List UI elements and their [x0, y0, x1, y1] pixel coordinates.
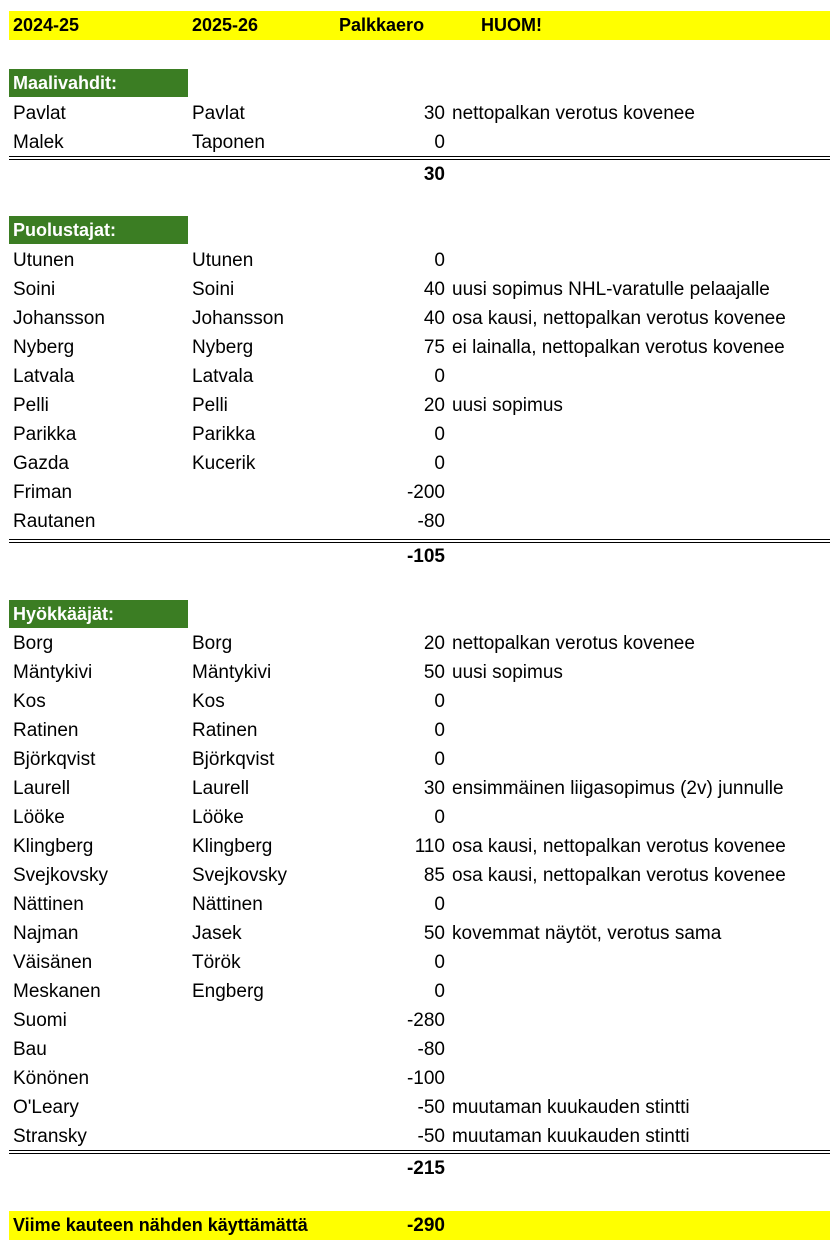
player-2024-25: Rautanen: [13, 511, 96, 532]
player-2024-25: Laurell: [13, 778, 71, 799]
section-title-goalies: [9, 69, 188, 97]
player-2025-26: Laurell: [192, 778, 250, 799]
player-2025-26: Borg: [192, 633, 233, 654]
salary-difference: 0: [434, 366, 445, 387]
table-row: [9, 745, 830, 774]
salary-difference: 20: [423, 395, 445, 416]
salary-difference: 0: [434, 749, 445, 770]
player-2024-25: Meskanen: [13, 981, 101, 1002]
salary-difference: -280: [406, 1010, 445, 1031]
table-row: [9, 629, 830, 658]
player-2025-26: Utunen: [192, 250, 254, 271]
player-2025-26: Pelli: [192, 395, 228, 416]
table-row: [9, 478, 830, 507]
note: ei lainalla, nettopalkan verotus kovenee: [452, 337, 785, 358]
forwards-total-row: [9, 1154, 830, 1183]
defense-total-value: -105: [406, 546, 445, 567]
player-2024-25: Pelli: [13, 395, 49, 416]
player-2024-25: Nyberg: [13, 337, 75, 358]
salary-difference: 0: [434, 952, 445, 973]
header-season-2025-26: 2025-26: [192, 15, 259, 35]
player-2024-25: Soini: [13, 279, 56, 300]
player-2025-26: Nyberg: [192, 337, 254, 358]
table-row: [9, 919, 830, 948]
note: osa kausi, nettopalkan verotus kovenee: [452, 836, 786, 857]
table-row: [9, 1093, 830, 1122]
note: uusi sopimus NHL-varatulle pelaajalle: [452, 279, 770, 300]
salary-difference: 0: [434, 424, 445, 445]
section-title-label: Puolustajat:: [13, 220, 117, 240]
header-row: [9, 11, 830, 40]
table-row: [9, 99, 830, 128]
player-2024-25: Bau: [13, 1039, 47, 1060]
player-2025-26: Jasek: [192, 923, 242, 944]
salary-difference: 0: [434, 981, 445, 1002]
player-2024-25: Stransky: [13, 1126, 87, 1147]
player-2024-25: Friman: [13, 482, 73, 503]
player-2024-25: Malek: [13, 132, 64, 153]
salary-difference: 30: [423, 103, 445, 124]
player-2025-26: Soini: [192, 279, 235, 300]
salary-difference: 50: [423, 662, 445, 683]
forwards-total-value: -215: [406, 1158, 445, 1179]
player-2024-25: Latvala: [13, 366, 75, 387]
salary-difference: 0: [434, 132, 445, 153]
player-2025-26: Latvala: [192, 366, 254, 387]
table-row: [9, 507, 830, 536]
note: osa kausi, nettopalkan verotus kovenee: [452, 865, 786, 886]
player-2024-25: Mäntykivi: [13, 662, 93, 683]
section-title-label: Maalivahdit:: [13, 73, 118, 93]
table-row: [9, 420, 830, 449]
summary-label: Viime kauteen nähden käyttämättä: [13, 1215, 308, 1235]
salary-difference: -80: [417, 511, 445, 532]
section-title-defense: [9, 216, 188, 244]
player-2024-25: Svejkovsky: [13, 865, 109, 886]
salary-difference: 40: [423, 279, 445, 300]
table-row: [9, 687, 830, 716]
summary-value: -290: [406, 1215, 445, 1236]
defense-total-row: [9, 542, 830, 571]
table-row: [9, 803, 830, 832]
player-2024-25: Borg: [13, 633, 54, 654]
table-row: [9, 977, 830, 1006]
salary-difference: -50: [417, 1097, 445, 1118]
player-2024-25: Parikka: [13, 424, 77, 445]
salary-difference: 75: [423, 337, 445, 358]
player-2024-25: Kos: [13, 691, 46, 712]
player-2024-25: Suomi: [13, 1010, 67, 1031]
header-salary-difference: Palkkaero: [339, 15, 425, 35]
player-2024-25: O'Leary: [13, 1097, 79, 1118]
table-row: [9, 362, 830, 391]
player-2024-25: Väisänen: [13, 952, 93, 973]
player-2025-26: Kucerik: [192, 453, 256, 474]
player-2024-25: Utunen: [13, 250, 75, 271]
player-2025-26: Björkqvist: [192, 749, 275, 770]
salary-difference: -80: [417, 1039, 445, 1060]
player-2025-26: Mäntykivi: [192, 662, 272, 683]
note: nettopalkan verotus kovenee: [452, 633, 695, 654]
table-row: [9, 1064, 830, 1093]
player-2025-26: Lööke: [192, 807, 244, 828]
table-row: [9, 391, 830, 420]
player-2024-25: Björkqvist: [13, 749, 96, 770]
player-2024-25: Gazda: [13, 453, 69, 474]
summary-row: [9, 1211, 830, 1240]
player-2024-25: Johansson: [13, 308, 105, 329]
player-2025-26: Johansson: [192, 308, 284, 329]
salary-difference: 0: [434, 894, 445, 915]
note: uusi sopimus: [452, 395, 563, 416]
table-row: [9, 1122, 830, 1151]
player-2024-25: Najman: [13, 923, 79, 944]
note: nettopalkan verotus kovenee: [452, 103, 695, 124]
header-season-2024-25: 2024-25: [13, 15, 80, 35]
note: muutaman kuukauden stintti: [452, 1097, 690, 1118]
player-2024-25: Könönen: [13, 1068, 90, 1089]
note: uusi sopimus: [452, 662, 563, 683]
player-2024-25: Lööke: [13, 807, 65, 828]
salary-difference: 0: [434, 453, 445, 474]
note: muutaman kuukauden stintti: [452, 1126, 690, 1147]
header-note: HUOM!: [481, 15, 542, 35]
player-2024-25: Nättinen: [13, 894, 84, 915]
table-row: [9, 333, 830, 362]
player-2025-26: Engberg: [192, 981, 264, 1002]
table-row: [9, 275, 830, 304]
table-row: [9, 658, 830, 687]
table-row: [9, 304, 830, 333]
table-row: [9, 716, 830, 745]
table-row: [9, 128, 830, 157]
goalies-total-value: 30: [423, 164, 445, 185]
salary-difference: -200: [406, 482, 445, 503]
table-row: [9, 1006, 830, 1035]
salary-difference: 0: [434, 807, 445, 828]
note: kovemmat näytöt, verotus sama: [452, 923, 722, 944]
player-2024-25: Ratinen: [13, 720, 79, 741]
player-2025-26: Pavlat: [192, 103, 245, 124]
salary-difference: 20: [423, 633, 445, 654]
table-row: [9, 948, 830, 977]
player-2025-26: Klingberg: [192, 836, 273, 857]
section-title-forwards: [9, 600, 188, 628]
salary-difference: 110: [414, 836, 445, 857]
section-title-label: Hyökkääjät:: [13, 604, 115, 624]
goalies-total-row: [9, 160, 830, 189]
salary-difference: 50: [423, 923, 445, 944]
player-2025-26: Parikka: [192, 424, 256, 445]
player-2024-25: Klingberg: [13, 836, 94, 857]
table-row: [9, 774, 830, 803]
salary-difference: -100: [406, 1068, 445, 1089]
table-row: [9, 861, 830, 890]
player-2025-26: Nättinen: [192, 894, 263, 915]
player-2025-26: Ratinen: [192, 720, 258, 741]
table-row: [9, 449, 830, 478]
salary-difference: 85: [423, 865, 445, 886]
salary-difference: 40: [423, 308, 445, 329]
table-row: [9, 832, 830, 861]
table-row: [9, 246, 830, 275]
note: ensimmäinen liigasopimus (2v) junnulle: [452, 778, 784, 799]
table-row: [9, 1035, 830, 1064]
salary-difference: 0: [434, 720, 445, 741]
table-row: [9, 890, 830, 919]
salary-difference: -50: [417, 1126, 445, 1147]
salary-difference: 0: [434, 691, 445, 712]
player-2025-26: Taponen: [192, 132, 265, 153]
player-2024-25: Pavlat: [13, 103, 66, 124]
salary-difference: 30: [423, 778, 445, 799]
player-2025-26: Svejkovsky: [192, 865, 288, 886]
player-2025-26: Török: [192, 952, 241, 973]
player-2025-26: Kos: [192, 691, 225, 712]
salary-difference: 0: [434, 250, 445, 271]
note: osa kausi, nettopalkan verotus kovenee: [452, 308, 786, 329]
